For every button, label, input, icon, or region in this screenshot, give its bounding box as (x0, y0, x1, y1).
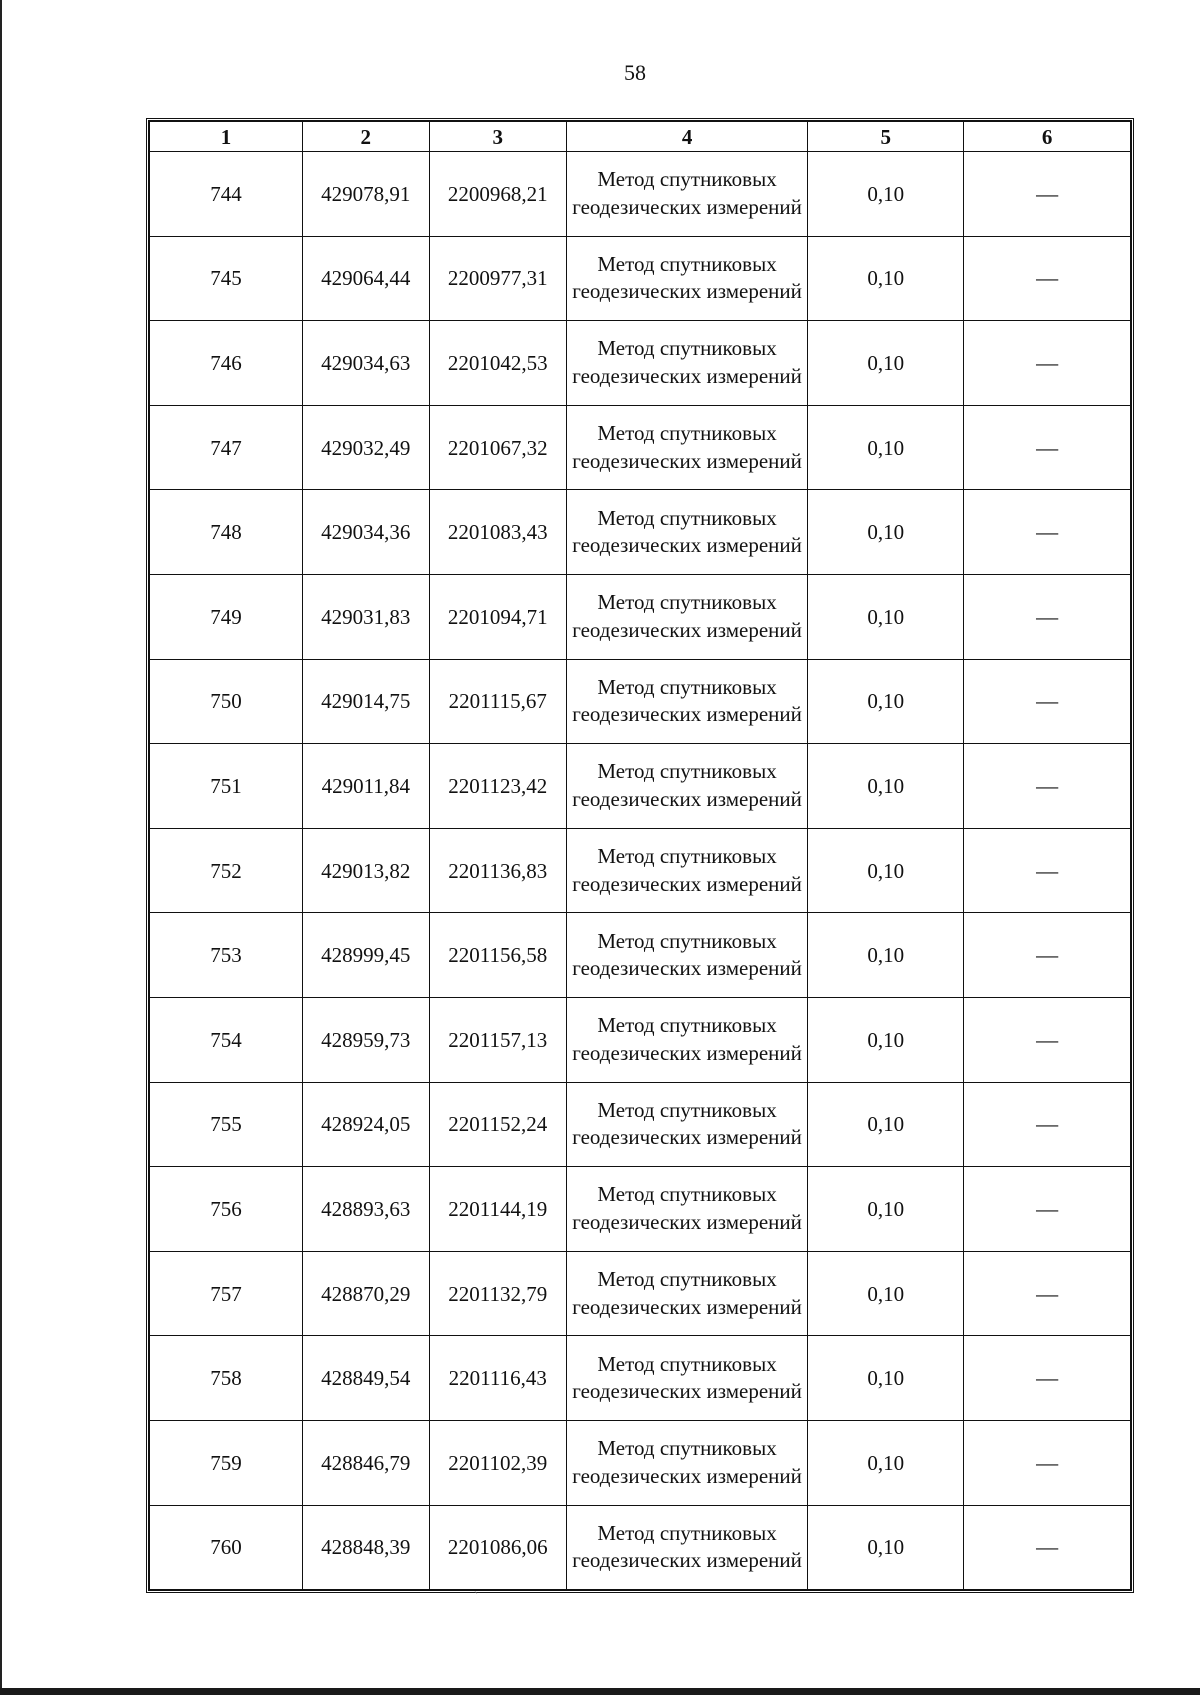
table-row (150, 1082, 1131, 1167)
method-cell: Метод спутниковых геодезических измерений (566, 913, 807, 998)
y-coordinate-cell: 2201132,79 (429, 1251, 566, 1336)
x-coordinate-cell: 429034,63 (303, 321, 430, 406)
point-number-cell: 758 (150, 1336, 303, 1421)
accuracy-cell: 0,10 (808, 490, 964, 575)
note-cell: — (964, 744, 1131, 829)
method-cell: Метод спутниковых геодезических измерений (566, 1505, 807, 1590)
point-number-cell: 754 (150, 997, 303, 1082)
header-col-5: 5 (808, 122, 964, 152)
x-coordinate-cell: 428870,29 (303, 1251, 430, 1336)
table-header-row (150, 122, 1131, 152)
y-coordinate-cell: 2201094,71 (429, 574, 566, 659)
note-cell: — (964, 405, 1131, 490)
accuracy-cell: 0,10 (808, 1420, 964, 1505)
table-row (150, 744, 1131, 829)
y-coordinate-cell: 2201116,43 (429, 1336, 566, 1421)
x-coordinate-cell: 428849,54 (303, 1336, 430, 1421)
accuracy-cell: 0,10 (808, 321, 964, 406)
accuracy-cell: 0,10 (808, 236, 964, 321)
point-number-cell: 748 (150, 490, 303, 575)
accuracy-cell: 0,10 (808, 997, 964, 1082)
method-cell: Метод спутниковых геодезических измерений (566, 828, 807, 913)
table-row (150, 236, 1131, 321)
page-number: 58 (624, 60, 646, 85)
table-row (150, 490, 1131, 575)
method-cell: Метод спутниковых геодезических измерений (566, 1420, 807, 1505)
y-coordinate-cell: 2201152,24 (429, 1082, 566, 1167)
point-number-cell: 747 (150, 405, 303, 490)
method-cell: Метод спутниковых геодезических измерений (566, 1082, 807, 1167)
method-cell: Метод спутниковых геодезических измерений (566, 152, 807, 237)
point-number-cell: 757 (150, 1251, 303, 1336)
y-coordinate-cell: 2201157,13 (429, 997, 566, 1082)
header-col-2: 2 (303, 122, 430, 152)
coordinates-table (149, 121, 1131, 1590)
table-row (150, 574, 1131, 659)
point-number-cell: 753 (150, 913, 303, 998)
x-coordinate-cell: 429031,83 (303, 574, 430, 659)
y-coordinate-cell: 2201042,53 (429, 321, 566, 406)
y-coordinate-cell: 2201086,06 (429, 1505, 566, 1590)
note-cell: — (964, 1420, 1131, 1505)
note-cell: — (964, 1082, 1131, 1167)
method-cell: Метод спутниковых геодезических измерений (566, 997, 807, 1082)
accuracy-cell: 0,10 (808, 744, 964, 829)
scan-speck: ˏ (474, 1580, 478, 1594)
accuracy-cell: 0,10 (808, 1336, 964, 1421)
x-coordinate-cell: 428893,63 (303, 1167, 430, 1252)
header-col-3: 3 (429, 122, 566, 152)
accuracy-cell: 0,10 (808, 1167, 964, 1252)
x-coordinate-cell: 428959,73 (303, 997, 430, 1082)
y-coordinate-cell: 2201067,32 (429, 405, 566, 490)
x-coordinate-cell: 429078,91 (303, 152, 430, 237)
method-cell: Метод спутниковых геодезических измерений (566, 1167, 807, 1252)
method-cell: Метод спутниковых геодезических измерений (566, 405, 807, 490)
accuracy-cell: 0,10 (808, 405, 964, 490)
accuracy-cell: 0,10 (808, 574, 964, 659)
y-coordinate-cell: 2201123,42 (429, 744, 566, 829)
y-coordinate-cell: 2201136,83 (429, 828, 566, 913)
y-coordinate-cell: 2201102,39 (429, 1420, 566, 1505)
note-cell: — (964, 659, 1131, 744)
point-number-cell: 749 (150, 574, 303, 659)
method-cell: Метод спутниковых геодезических измерений (566, 1336, 807, 1421)
accuracy-cell: 0,10 (808, 1505, 964, 1590)
accuracy-cell: 0,10 (808, 913, 964, 998)
note-cell: — (964, 236, 1131, 321)
x-coordinate-cell: 429011,84 (303, 744, 430, 829)
y-coordinate-cell: 2200977,31 (429, 236, 566, 321)
note-cell: — (964, 490, 1131, 575)
x-coordinate-cell: 429014,75 (303, 659, 430, 744)
note-cell: — (964, 1336, 1131, 1421)
x-coordinate-cell: 428999,45 (303, 913, 430, 998)
scan-left-edge (0, 0, 2, 1688)
method-cell: Метод спутниковых геодезических измерений (566, 659, 807, 744)
x-coordinate-cell: 428924,05 (303, 1082, 430, 1167)
note-cell: — (964, 574, 1131, 659)
x-coordinate-cell: 429032,49 (303, 405, 430, 490)
point-number-cell: 759 (150, 1420, 303, 1505)
table-row (150, 1505, 1131, 1590)
table-row (150, 1167, 1131, 1252)
note-cell: — (964, 152, 1131, 237)
note-cell: — (964, 913, 1131, 998)
header-col-1: 1 (150, 122, 303, 152)
note-cell: — (964, 828, 1131, 913)
y-coordinate-cell: 2200968,21 (429, 152, 566, 237)
note-cell: — (964, 1167, 1131, 1252)
point-number-cell: 755 (150, 1082, 303, 1167)
x-coordinate-cell: 429013,82 (303, 828, 430, 913)
point-number-cell: 744 (150, 152, 303, 237)
table-row (150, 1420, 1131, 1505)
table-row (150, 1336, 1131, 1421)
y-coordinate-cell: 2201144,19 (429, 1167, 566, 1252)
x-coordinate-cell: 428846,79 (303, 1420, 430, 1505)
note-cell: — (964, 1505, 1131, 1590)
method-cell: Метод спутниковых геодезических измерений (566, 1251, 807, 1336)
table-row (150, 152, 1131, 237)
note-cell: — (964, 997, 1131, 1082)
point-number-cell: 756 (150, 1167, 303, 1252)
method-cell: Метод спутниковых геодезических измерений (566, 236, 807, 321)
y-coordinate-cell: 2201083,43 (429, 490, 566, 575)
y-coordinate-cell: 2201115,67 (429, 659, 566, 744)
table-row (150, 321, 1131, 406)
table-row (150, 997, 1131, 1082)
table-row (150, 659, 1131, 744)
y-coordinate-cell: 2201156,58 (429, 913, 566, 998)
method-cell: Метод спутниковых геодезических измерений (566, 574, 807, 659)
point-number-cell: 751 (150, 744, 303, 829)
table-body (150, 152, 1131, 1590)
scan-bottom-edge (0, 1688, 1200, 1695)
x-coordinate-cell: 429064,44 (303, 236, 430, 321)
note-cell: — (964, 1251, 1131, 1336)
table-row (150, 828, 1131, 913)
accuracy-cell: 0,10 (808, 152, 964, 237)
accuracy-cell: 0,10 (808, 1082, 964, 1167)
method-cell: Метод спутниковых геодезических измерений (566, 744, 807, 829)
method-cell: Метод спутниковых геодезических измерений (566, 490, 807, 575)
point-number-cell: 746 (150, 321, 303, 406)
point-number-cell: 752 (150, 828, 303, 913)
x-coordinate-cell: 429034,36 (303, 490, 430, 575)
accuracy-cell: 0,10 (808, 659, 964, 744)
point-number-cell: 760 (150, 1505, 303, 1590)
x-coordinate-cell: 428848,39 (303, 1505, 430, 1590)
header-col-4: 4 (566, 122, 807, 152)
coordinates-table-frame (146, 118, 1134, 1593)
accuracy-cell: 0,10 (808, 1251, 964, 1336)
table-row (150, 913, 1131, 998)
point-number-cell: 745 (150, 236, 303, 321)
table-row (150, 405, 1131, 490)
method-cell: Метод спутниковых геодезических измерений (566, 321, 807, 406)
header-col-6: 6 (964, 122, 1131, 152)
accuracy-cell: 0,10 (808, 828, 964, 913)
table-row (150, 1251, 1131, 1336)
point-number-cell: 750 (150, 659, 303, 744)
note-cell: — (964, 321, 1131, 406)
